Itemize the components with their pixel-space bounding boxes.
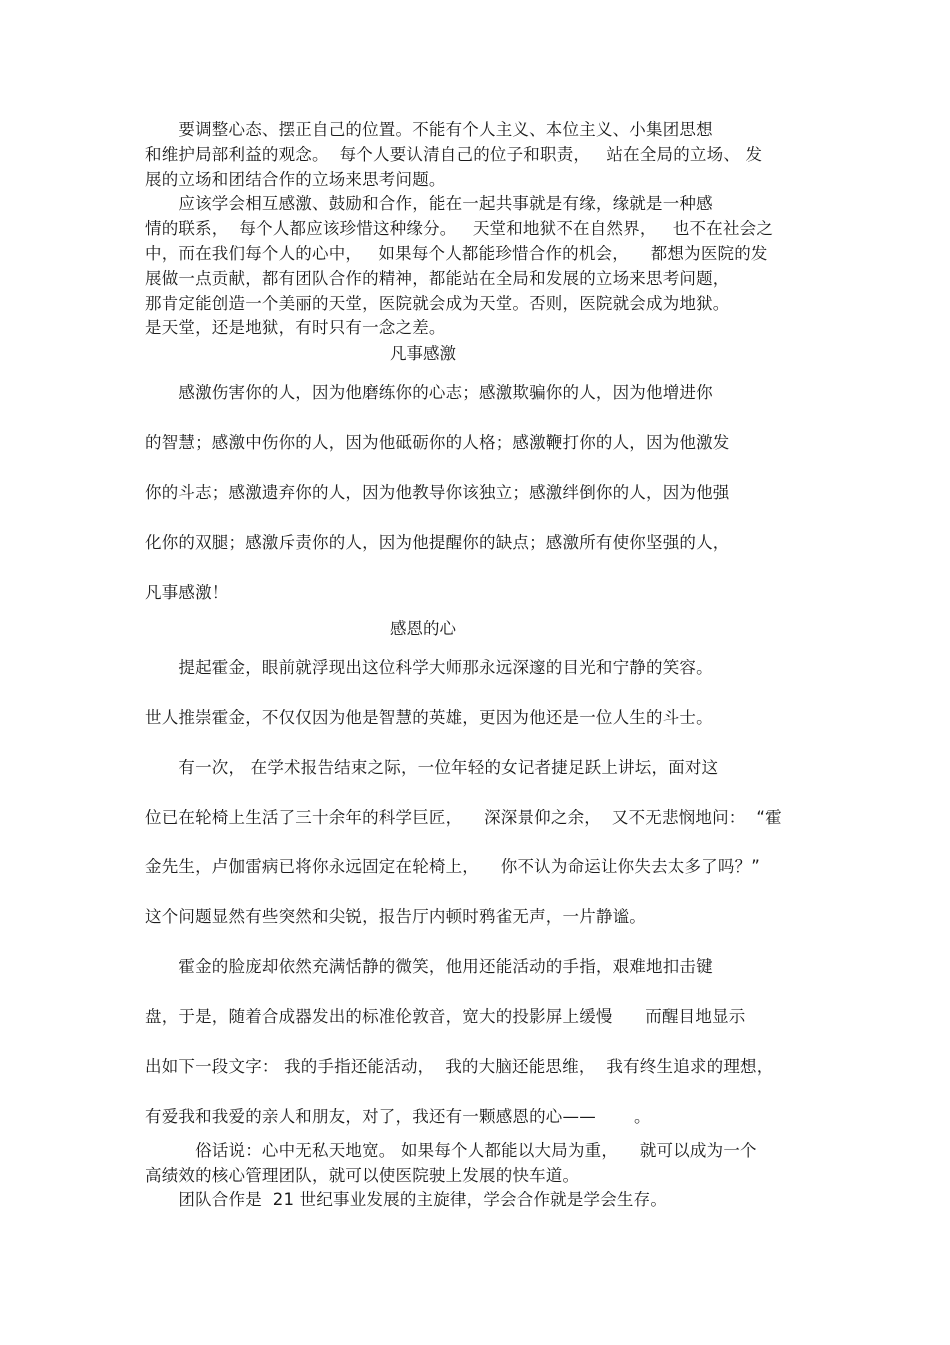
paragraph-line: 出如下一段文字： 我的手指还能活动， 我的大脑还能思维， 我有终生追求的理想， xyxy=(145,1057,774,1076)
paragraph-line: 高绩效的核心管理团队，就可以使医院驶上发展的快车道。 xyxy=(145,1166,580,1185)
paragraph-line: 中，而在我们每个人的心中， 如果每个人都能珍惜合作的机会， 都想为医院的发 xyxy=(145,244,768,263)
paragraph-line: 和维护局部利益的观念。 每个人要认清自己的位子和职责， 站在全局的立场、 发 xyxy=(145,145,763,164)
paragraph-line: 是天堂，还是地狱，有时只有一念之差。 xyxy=(145,318,446,337)
paragraph-line: 有一次， 在学术报告结束之际，一位年轻的女记者捷足跃上讲坛，面对这 xyxy=(145,758,719,777)
paragraph-line: 你的斗志；感激遗弃你的人，因为他教导你该独立；感激绊倒你的人，因为他强 xyxy=(145,483,730,502)
paragraph-line: 提起霍金，眼前就浮现出这位科学大师那永远深邃的目光和宁静的笑容。 xyxy=(145,658,713,677)
paragraph-line: 金先生，卢伽雷病已将你永远固定在轮椅上， 你不认为命运让你失去太多了吗？” xyxy=(145,857,761,876)
paragraph-line: 情的联系， 每个人都应该珍惜这种缘分。 天堂和地狱不在自然界， 也不在社会之 xyxy=(145,219,774,238)
paragraph-line: 展做一点贡献，都有团队合作的精神，都能站在全局和发展的立场来思考问题， xyxy=(145,269,730,288)
paragraph-line: 盘，于是，随着合成器发出的标准伦敦音，宽大的投影屏上缓慢 而醒目地显示 xyxy=(145,1007,746,1026)
paragraph-line: 位已在轮椅上生活了三十余年的科学巨匠， 深深景仰之余， 又不无悲悯地问： “霍 xyxy=(145,808,782,827)
paragraph-line: 感激伤害你的人，因为他磨练你的心志；感激欺骗你的人，因为他增进你 xyxy=(145,383,713,402)
paragraph-line: 那肯定能创造一个美丽的天堂，医院就会成为天堂。否则，医院就会成为地狱。 xyxy=(145,294,730,313)
paragraph-line: 霍金的脸庞却依然充满恬静的微笑，他用还能活动的手指，艰难地扣击键 xyxy=(145,957,713,976)
paragraph-line: 世人推崇霍金，不仅仅因为他是智慧的英雄，更因为他还是一位人生的斗士。 xyxy=(145,708,713,727)
paragraph-line: 凡事感激！ xyxy=(145,583,229,602)
paragraph-line: 俗话说：心中无私天地宽。 如果每个人都能以大局为重， 就可以成为一个 xyxy=(145,1141,757,1160)
section-title: 凡事感激 xyxy=(390,344,456,363)
section-title: 感恩的心 xyxy=(390,619,456,638)
paragraph-line: 化你的双腿；感激斥责你的人，因为他提醒你的缺点；感激所有使你坚强的人， xyxy=(145,533,730,552)
paragraph-line: 团队合作是 21 世纪事业发展的主旋律，学会合作就是学会生存。 xyxy=(145,1190,668,1209)
paragraph-line: 展的立场和团结合作的立场来思考问题。 xyxy=(145,170,446,189)
paragraph-line: 应该学会相互感激、鼓励和合作，能在一起共事就是有缘，缘就是一种感 xyxy=(145,194,713,213)
paragraph-line: 要调整心态、摆正自己的位置。不能有个人主义、本位主义、小集团思想 xyxy=(145,120,713,139)
paragraph-line: 的智慧；感激中伤你的人，因为他砥砺你的人格；感激鞭打你的人，因为他激发 xyxy=(145,433,730,452)
paragraph-line: 这个问题显然有些突然和尖锐，报告厅内顿时鸦雀无声，一片静谧。 xyxy=(145,907,646,926)
paragraph-line: 有爱我和我爱的亲人和朋友，对了，我还有一颗感恩的心—— 。 xyxy=(145,1107,651,1126)
